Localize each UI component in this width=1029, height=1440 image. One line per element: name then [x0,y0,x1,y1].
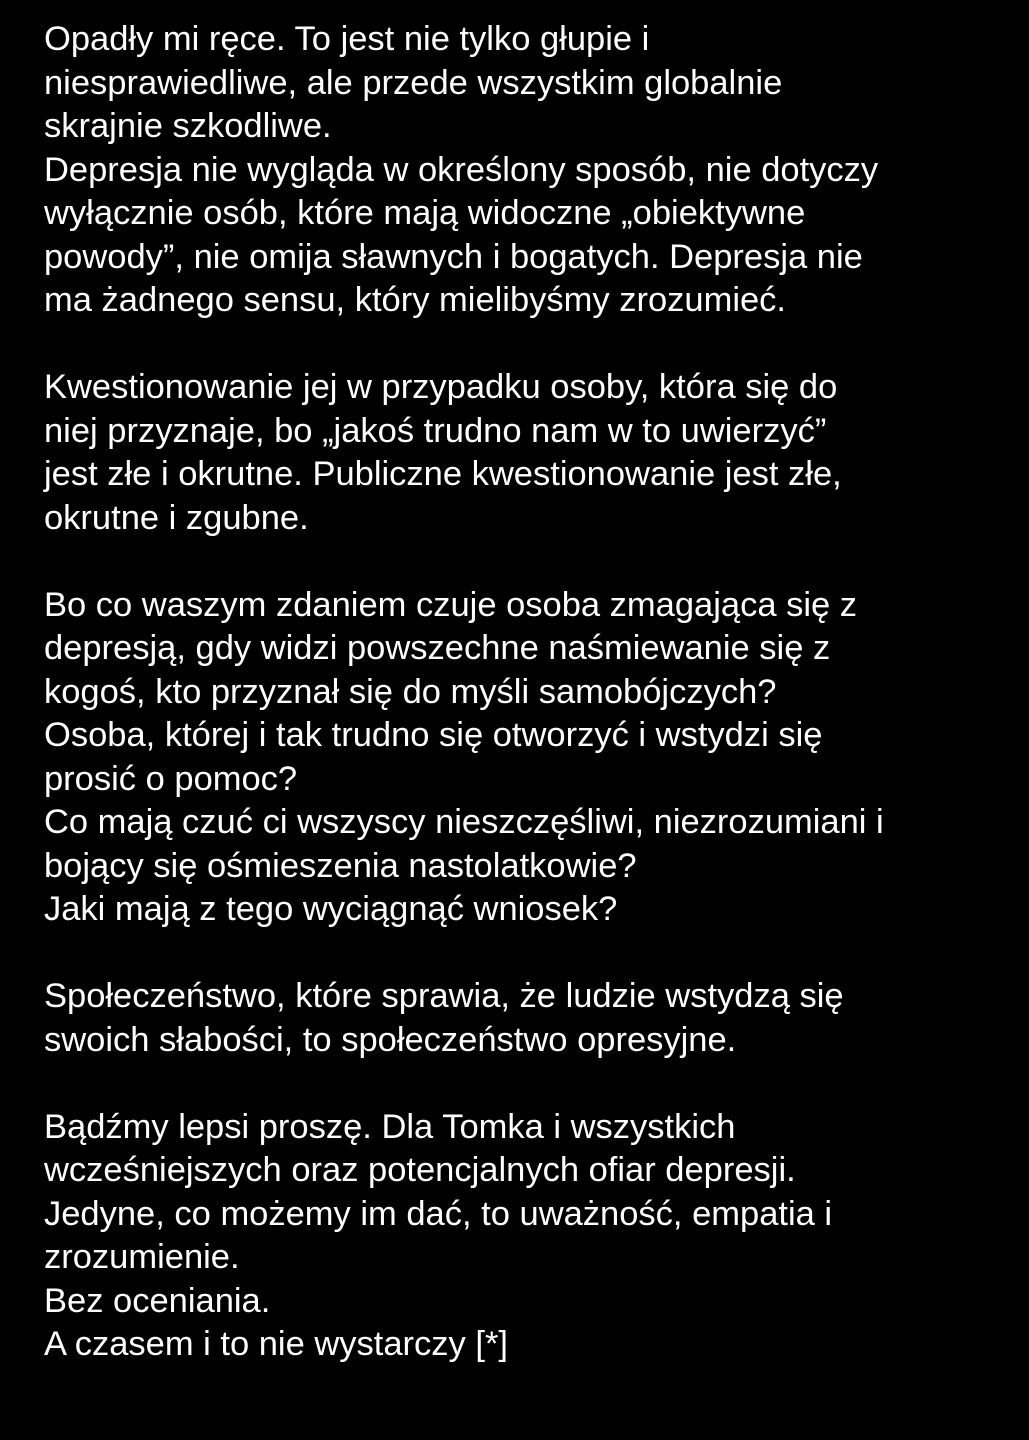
text-line: skrajnie szkodliwe. [44,107,332,145]
paragraph-2 [44,366,1004,540]
paragraph-5 [44,1106,1004,1367]
paragraph-spacer [44,932,1004,976]
paragraph-3 [44,584,1004,932]
text-line: wcześniejszych oraz potencjalnych ofiar depresji. [44,1151,796,1189]
text-line: swoich słabości, to społeczeństwo opresyjne. [44,1020,737,1059]
text-line: bojący się ośmieszenia nastolatkowie? [44,846,637,885]
text-line: powody”, nie omija sławnych i bogatych. Depresja nie [44,237,863,276]
text-line: Bądźmy lepsi proszę. Dla Tomka i wszystkich [44,1107,736,1146]
text-line: zrozumienie. [44,1238,240,1276]
text-line: okrutne i zgubne. [44,498,309,537]
text-line: depresją, gdy widzi powszechne naśmiewanie się z [44,629,831,667]
text-line: niej przyznaje, bo „jakoś trudno nam w to uwierzyć” [44,411,827,450]
text-line: Depresja nie wygląda w określony sposób, nie dotyczy [44,150,879,189]
text-line: ma żadnego sensu, który mielibyśmy zrozumieć. [44,281,787,319]
note-text [44,18,1004,1367]
text-line: Co mają czuć ci wszyscy nieszczęśliwi, niezrozumiani i [44,803,884,841]
text-line: Kwestionowanie jej w przypadku osoby, która się do [44,368,838,406]
text-line: Opadły mi ręce. To jest nie tylko głupie i [44,20,650,58]
paragraph-4 [44,975,1004,1062]
text-line: wyłącznie osób, które mają widoczne „obiektywne [44,194,806,232]
paragraph-1 [44,18,1004,323]
text-line: Bez oceniania. [44,1281,271,1320]
paragraph-spacer [44,1062,1004,1106]
text-line: prosić o pomoc? [44,759,298,798]
text-line: A czasem i to nie wystarczy [*] [44,1325,508,1363]
text-line: kogoś, kto przyznał się do myśli samobójczych? [44,672,777,711]
text-line: Jedyne, co możemy im dać, to uważność, empatia i [44,1194,833,1233]
text-line: Osoba, której i tak trudno się otworzyć i wstydzi się [44,716,823,754]
text-line: Jaki mają z tego wyciągnąć wniosek? [44,890,618,928]
text-line: niesprawiedliwe, ale przede wszystkim globalnie [44,63,783,102]
paragraph-spacer [44,323,1004,367]
text-line: jest złe i okrutne. Publiczne kwestionowanie jest złe, [44,455,842,493]
text-line: Społeczeństwo, które sprawia, że ludzie wstydzą się [44,977,844,1015]
text-line: Bo co waszym zdaniem czuje osoba zmagająca się z [44,585,858,624]
paragraph-spacer [44,540,1004,584]
